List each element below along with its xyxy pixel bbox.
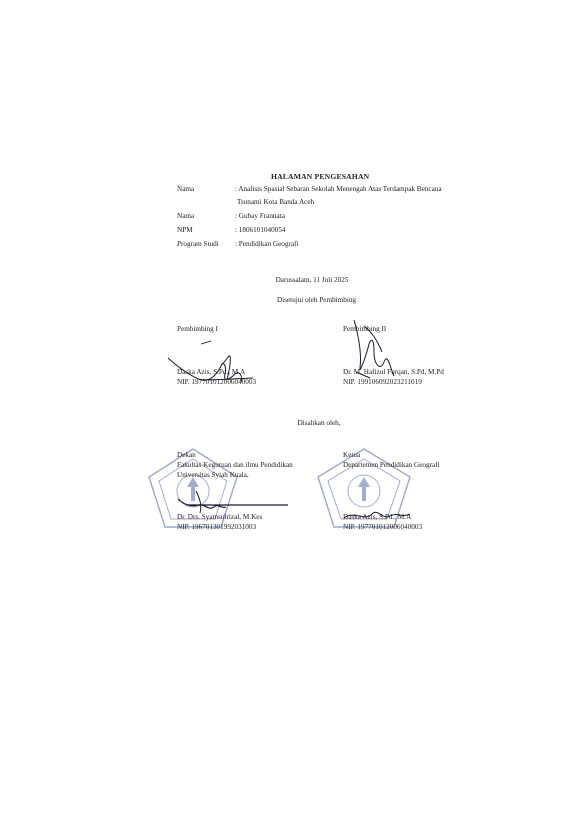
field-value-title: : Analisis Spasial Sebaran Sekolah Menengah Atas Terdampak Bencana (235, 185, 442, 193)
field-value-npm: : 1806101040054 (235, 226, 286, 234)
field-label-program: Program Studi (177, 240, 219, 248)
field-value-program: : Pendidikan Geografi (235, 240, 299, 248)
field-label-npm: NPM (177, 226, 193, 234)
field-label-name: Nama (177, 212, 195, 220)
supervisor-1-role: Pembimbing I (177, 325, 218, 333)
dean-nip: NIP. 196701301992031003 (177, 523, 257, 531)
place-date: Darussalam, 11 Juli 2025 (275, 276, 349, 284)
ratified-by: Disahkan oleh, (297, 419, 341, 427)
supervisor-2-role: Pembimbing II (343, 325, 387, 333)
signature-supervisor-1 (165, 336, 275, 396)
dean-unit: Fakultas Keguruan dan ilmu Pendidikan (177, 461, 293, 469)
supervisor-2-name: Dr. M. Hafizul Furqan, S.Pd, M.Pd (343, 368, 444, 376)
page-title: HALAMAN PENGESAHAN (271, 172, 370, 181)
field-label-title: Nama (177, 185, 195, 193)
supervisor-1-name: Daska Azis, S.Pd., M.A (177, 368, 246, 376)
head-unit: Departemen Pendidikan Geografi (343, 461, 440, 469)
head-role: Ketua (343, 451, 361, 459)
dean-university: Universitas Syiah Kuala, (177, 471, 249, 479)
dean-role: Dekan (177, 451, 196, 459)
head-name: Daska Azis, S.Pd., M.A (343, 513, 412, 521)
field-value-name: : Gubay Frannata (235, 212, 285, 220)
field-value-title-line2: Tsunami Kota Banda Aceh (237, 198, 315, 206)
approved-by: Disetujui oleh Pembimbing (276, 296, 357, 304)
head-nip: NIP. 197701012006040003 (343, 523, 423, 531)
supervisor-2-nip: NIP. 199106092023211019 (343, 378, 422, 386)
supervisor-1-nip: NIP. 197701012006040003 (177, 378, 257, 386)
dean-name: Dr. Drs. Syamsulrizal, M.Kes (177, 513, 263, 521)
